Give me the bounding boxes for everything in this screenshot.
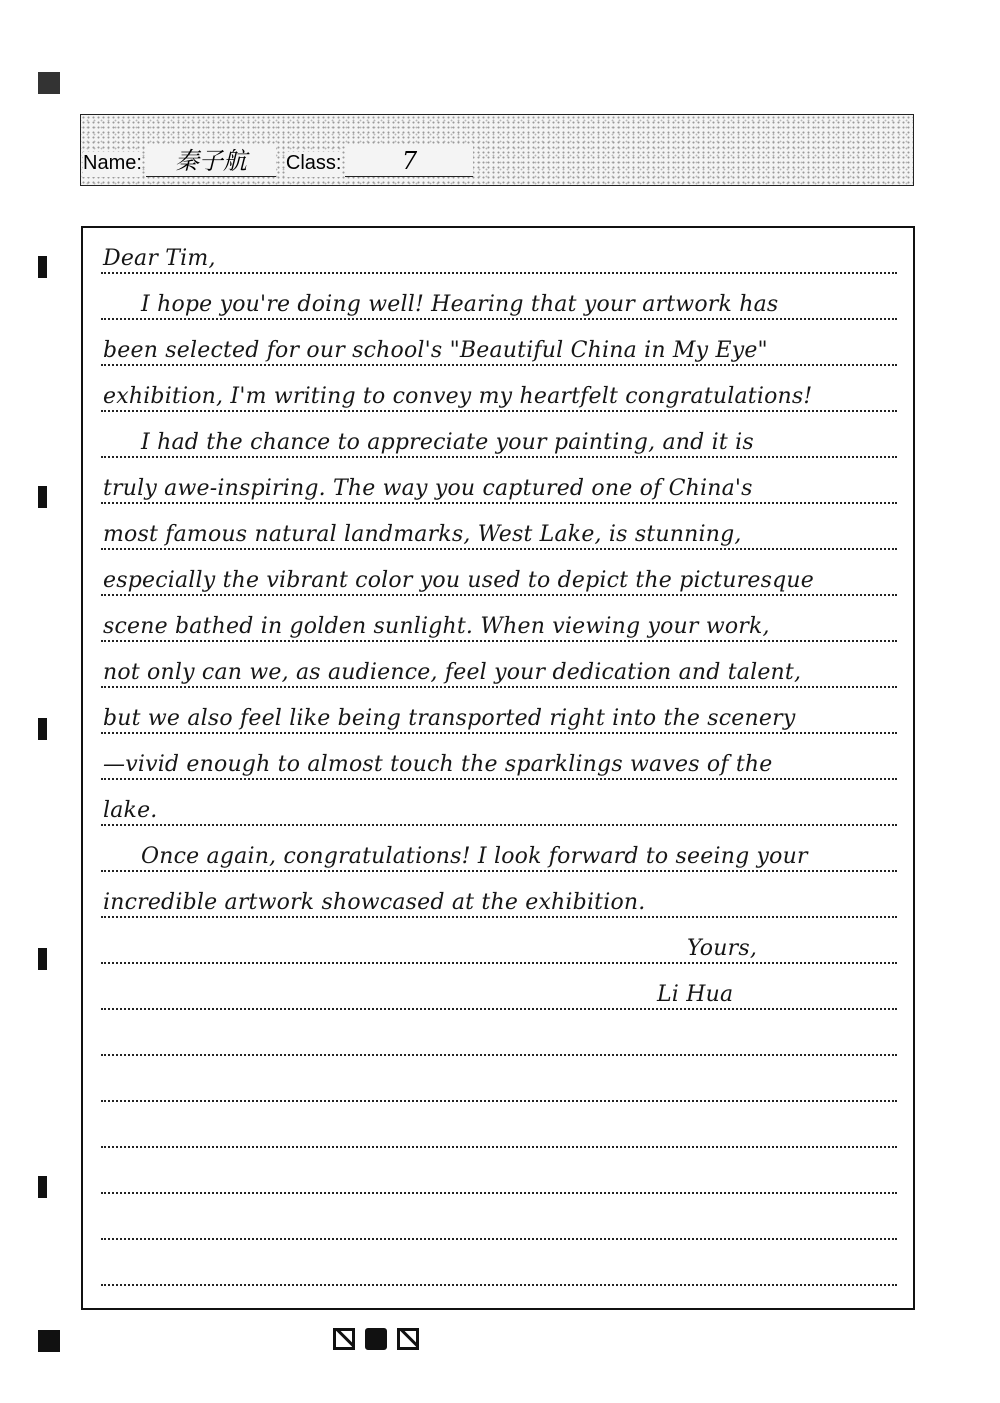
class-field: 7	[345, 146, 473, 177]
ruled-line	[101, 1194, 897, 1240]
student-info-header	[80, 114, 914, 186]
handwritten-text: Li Hua	[657, 982, 734, 1007]
timing-mark	[38, 1176, 47, 1198]
handwritten-text: I had the chance to appreciate your painting, and it is	[141, 430, 754, 455]
handwritten-text: Yours,	[687, 936, 758, 961]
slashed-box-icon	[333, 1328, 355, 1350]
ruled-line	[101, 964, 897, 1010]
ruled-line	[101, 1102, 897, 1148]
handwritten-text: —vivid enough to almost touch the sparklings waves of the	[103, 752, 773, 777]
handwritten-text: lake.	[103, 798, 158, 823]
handwritten-text: been selected for our school's "Beautiful China in My Eye"	[103, 338, 768, 363]
handwritten-text: Dear Tim,	[103, 246, 216, 271]
filled-box-icon	[365, 1328, 387, 1350]
ruled-line	[101, 1240, 897, 1286]
handwritten-text: but we also feel like being transported right into the scenery	[103, 706, 796, 731]
ruled-line	[101, 228, 897, 274]
ruled-line	[101, 826, 897, 872]
name-field: 秦子航	[146, 146, 276, 177]
timing-mark	[38, 718, 47, 740]
timing-mark	[38, 486, 47, 508]
slashed-box-icon	[397, 1328, 419, 1350]
ruled-line	[101, 918, 897, 964]
timing-mark	[38, 948, 47, 970]
handwritten-text: I hope you're doing well! Hearing that your artwork has	[141, 292, 779, 317]
student-info-row	[83, 137, 473, 177]
handwritten-text: truly awe-inspiring. The way you captured one of China's	[103, 476, 753, 501]
ruled-line	[101, 734, 897, 780]
ruled-line	[101, 642, 897, 688]
ruled-line	[101, 1056, 897, 1102]
answer-area	[81, 226, 915, 1310]
corner-registration-mark	[38, 72, 60, 94]
ruled-line	[101, 412, 897, 458]
ruled-line	[101, 596, 897, 642]
ruled-line	[101, 458, 897, 504]
footer-code-marks	[333, 1328, 419, 1350]
ruled-line	[101, 366, 897, 412]
ruled-line	[101, 320, 897, 366]
corner-registration-mark	[38, 1330, 60, 1352]
ruled-line	[101, 504, 897, 550]
handwritten-text: Once again, congratulations! I look forward to seeing your	[141, 844, 808, 869]
handwritten-text: scene bathed in golden sunlight. When viewing your work,	[103, 614, 770, 639]
handwritten-text: incredible artwork showcased at the exhibition.	[103, 890, 646, 915]
timing-mark	[38, 256, 47, 278]
class-label: Class:	[286, 152, 342, 177]
name-label: Name:	[83, 152, 142, 177]
handwritten-text: exhibition, I'm writing to convey my heartfelt congratulations!	[103, 384, 813, 409]
ruled-line	[101, 872, 897, 918]
handwritten-text: especially the vibrant color you used to depict the picturesque	[103, 568, 814, 593]
ruled-line	[101, 550, 897, 596]
ruled-line	[101, 1148, 897, 1194]
ruled-line	[101, 780, 897, 826]
ruled-line	[101, 688, 897, 734]
handwritten-text: not only can we, as audience, feel your dedication and talent,	[103, 660, 802, 685]
handwritten-text: most famous natural landmarks, West Lake, is stunning,	[103, 522, 742, 547]
ruled-line	[101, 1010, 897, 1056]
ruled-line	[101, 274, 897, 320]
